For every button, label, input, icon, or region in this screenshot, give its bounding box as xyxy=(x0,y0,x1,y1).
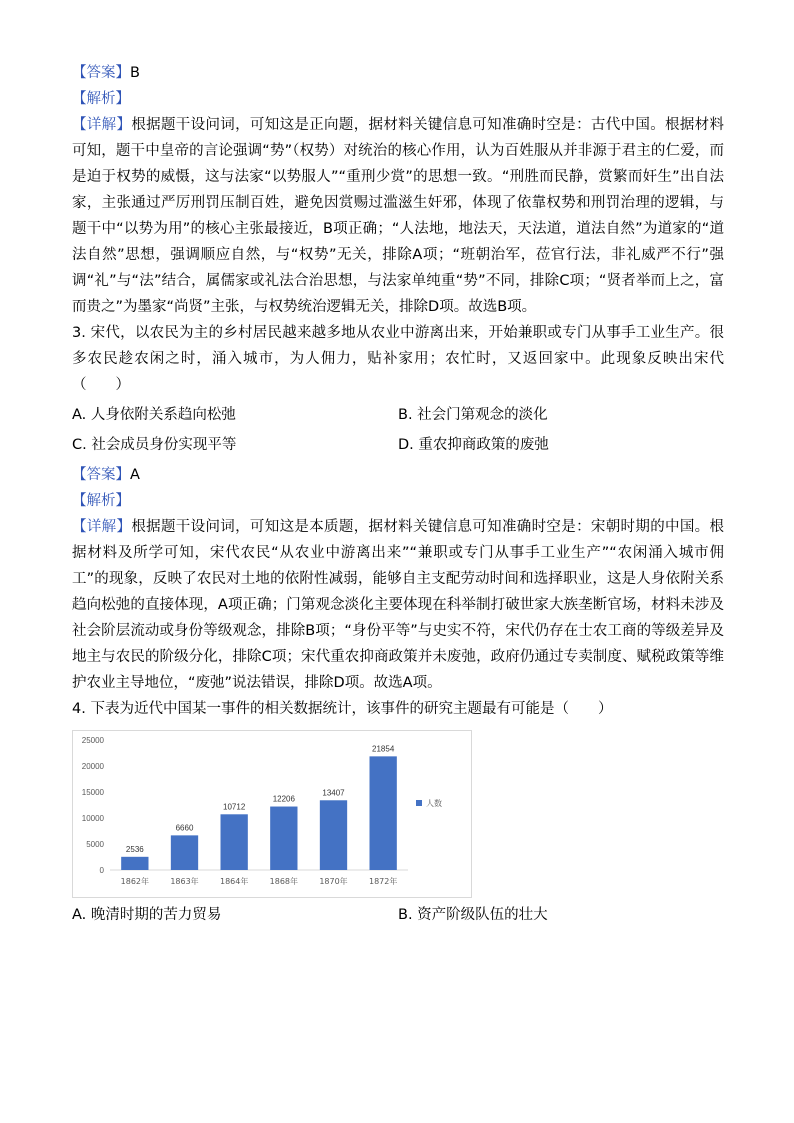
option-b[interactable]: B. 资产阶级队伍的壮大 xyxy=(398,907,548,923)
y-tick-label: 25000 xyxy=(81,736,104,745)
y-tick-label: 20000 xyxy=(81,762,104,771)
data-label: 13407 xyxy=(322,788,345,798)
analysis-heading xyxy=(72,488,724,514)
y-tick-label: 15000 xyxy=(81,788,104,797)
option-a[interactable]: A. 人身依附关系趋向松弛 xyxy=(72,407,236,423)
bar-chart-container xyxy=(72,730,724,898)
data-label: 6660 xyxy=(175,823,194,833)
detail-paragraph xyxy=(72,112,724,320)
options-row xyxy=(72,402,724,428)
question-3-stem: 3. 宋代，以农民为主的乡村居民越来越多地从农业中游离出来，开始兼职或专门从事手工业生产。很多农民趁农闲之时，涌入城市，为人佣力，贴补家用；农忙时，又返回家中。此现象反映出宋代（ ） xyxy=(72,325,724,393)
x-tick-label: 1862年 xyxy=(120,877,150,886)
bar xyxy=(221,814,248,870)
options-row xyxy=(72,902,724,928)
y-tick-label: 10000 xyxy=(81,814,104,823)
question-4-stem: 4. 下表为近代中国某一事件的相关数据统计，该事件的研究主题最有可能是（ ） xyxy=(72,701,613,717)
answer-line xyxy=(72,60,724,86)
x-tick-label: 1863年 xyxy=(170,877,199,886)
y-tick-label: 5000 xyxy=(86,840,104,849)
answer-tag: 【答案】 xyxy=(72,65,130,81)
bar xyxy=(370,756,397,870)
analysis-tag: 【解析】 xyxy=(72,493,130,509)
answer-tag: 【答案】 xyxy=(72,467,130,483)
bar xyxy=(270,807,297,870)
data-label: 12206 xyxy=(272,794,295,804)
option-c[interactable]: C. 社会成员身份实现平等 xyxy=(72,437,237,453)
x-tick-label: 1868年 xyxy=(269,877,299,886)
answer-value: B xyxy=(130,65,140,81)
exam-page xyxy=(72,60,724,932)
analysis-tag: 【解析】 xyxy=(72,91,130,107)
option-d[interactable]: D. 重农抑商政策的废弛 xyxy=(398,437,549,453)
option-b[interactable]: B. 社会门第观念的淡化 xyxy=(398,407,548,423)
data-label: 2536 xyxy=(125,844,144,854)
detail-text: 根据题干设问词，可知这是本质题，据材料关键信息可知准确时空是：宋朝时期的中国。根据材料及所学可知，宋代农民“从农业中游离出来”“兼职或专门从事手工业生产”“农闲涌入城市佣工”的现象，反映了农民对土地的依附性减弱，能够自主支配劳动时间和选择职业，这是人身依附关系趋向松弛的直接体现，A项正确；门第观念淡化主要体现在科举制打破世家大族垄断官场，材料未涉及社会阶层流动或身份等级观念，排除B项；“身份平等”与史实不符，宋代仍存在士农工商的等级差异及地主与农民的阶级分化，排除C项；宋代重农抑商政策并未废弛，政府仍通过专卖制度、赋税政策等维护农业主导地位，“废弛”说法错误，排除D项。故选A项。 xyxy=(72,519,725,691)
bar xyxy=(121,857,148,870)
bar xyxy=(171,835,198,870)
bar xyxy=(320,800,347,870)
x-tick-label: 1870年 xyxy=(319,877,348,886)
detail-text: 根据题干设问词，可知这是正向题，据材料关键信息可知准确时空是：古代中国。根据材料可知，题干中皇帝的言论强调“势”（权势）对统治的核心作用，认为百姓服从并非源于君主的仁爱，而是迫于权势的威慑，这与法家“以势服人”“重刑少赏”的思想一致。“刑胜而民静，赏繁而奸生”出自法家，主张通过严厉刑罚压制百姓，避免因赏赐过滥滋生奸邪，体现了依靠权势和刑罚治理的逻辑，与题干中“以势为用”的核心主张最接近，B项正确；“人法地，地法天，天法道，道法自然”为道家的“道法自然”思想，强调顺应自然，与“权势”无关，排除A项；“班朝治军，莅官行法，非礼威严不行”强调“礼”与“法”结合，属儒家或礼法合治思想，与法家单纯重“势”不同，排除C项；“贤者举而上之，富而贵之”为墨家“尚贤”主张，与权势统治逻辑无关，排除D项。故选B项。 xyxy=(72,117,725,315)
data-label: 10712 xyxy=(223,802,246,812)
detail-paragraph xyxy=(72,514,724,696)
y-tick-label: 0 xyxy=(99,866,104,875)
detail-tag: 【详解】 xyxy=(72,519,132,535)
legend-label: 人数 xyxy=(426,799,442,808)
legend-swatch xyxy=(416,800,422,806)
bar-chart xyxy=(72,730,472,898)
option-a[interactable]: A. 晚清时期的苦力贸易 xyxy=(72,907,222,923)
analysis-heading xyxy=(72,86,724,112)
x-tick-label: 1872年 xyxy=(368,877,398,886)
options-row xyxy=(72,432,724,458)
answer-value: A xyxy=(130,467,140,483)
data-label: 21854 xyxy=(372,744,395,754)
x-tick-label: 1864年 xyxy=(219,877,249,886)
answer-line xyxy=(72,462,724,488)
detail-tag: 【详解】 xyxy=(72,117,132,133)
